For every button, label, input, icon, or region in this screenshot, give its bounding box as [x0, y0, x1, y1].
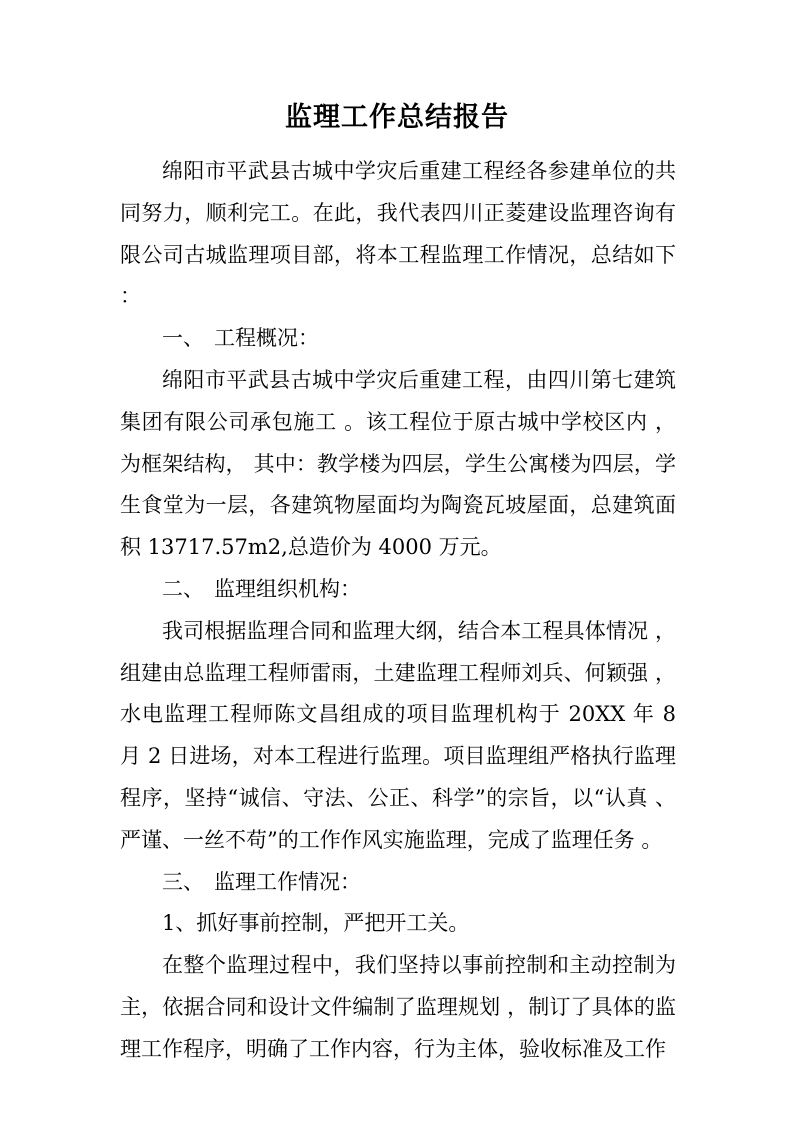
section-3-heading	[120, 862, 676, 904]
section-3-paragraph: 在整个监理过程中，我们坚持以事前控制和主动控制为主，依据合同和设计文件编制了监理规划 ，制订了具体的监理工作程序，明确了工作内容，行为主体，验收标准及工作	[120, 953, 676, 1061]
section-3-subheading: 1、抓好事前控制，严把开工关。	[162, 911, 470, 936]
intro-paragraph: 绵阳市平武县古城中学灾后重建工程经各参建单位的共同努力，顺利完工。在此，我代表四川正菱建设监理咨询有限公司古城监理项目部，将本工程监理工作情况，总结如下 ：	[120, 159, 676, 309]
section-2-number: 二、	[162, 576, 204, 601]
section-1-paragraph: 绵阳市平武县古城中学灾后重建工程，由四川第七建筑集团有限公司承包施工 。该工程位于原古城中学校区内 ，为框架结构， 其中：教学楼为四层，学生公寓楼为四层，学生食堂为一层，各建筑物屋面均为陶瓷瓦坡屋面，总建筑面积 13717.57m2,总造价为 4000 万元。	[120, 367, 676, 560]
section-2-paragraph: 我司根据监理合同和监理大纲，结合本工程具体情况 ，组建由总监理工程师雷雨，土建监理工程师刘兵、何颖强 ，水电监理工程师陈文昌组成的项目监理机构于 20XX 年 8 月 2 日进场，对本工程进行监理。项目监理组严格执行监理程序，坚持“诚信、守法、公正、科学”的宗旨，以“认真 、严谨、一丝不苟”的工作作风实施监理，完成了监理任务 。	[120, 618, 676, 852]
document-body	[120, 151, 676, 1071]
section-2-heading	[120, 569, 676, 611]
section-3-title: 监理工作情况：	[214, 869, 361, 894]
section-1-heading	[120, 318, 676, 360]
document-title: 监理工作总结报告	[285, 102, 509, 133]
section-2-title: 监理组织机构：	[214, 576, 361, 601]
section-1-title: 工程概况：	[214, 326, 319, 351]
section-3-number: 三、	[162, 869, 204, 894]
section-1-number: 一、	[162, 326, 204, 351]
